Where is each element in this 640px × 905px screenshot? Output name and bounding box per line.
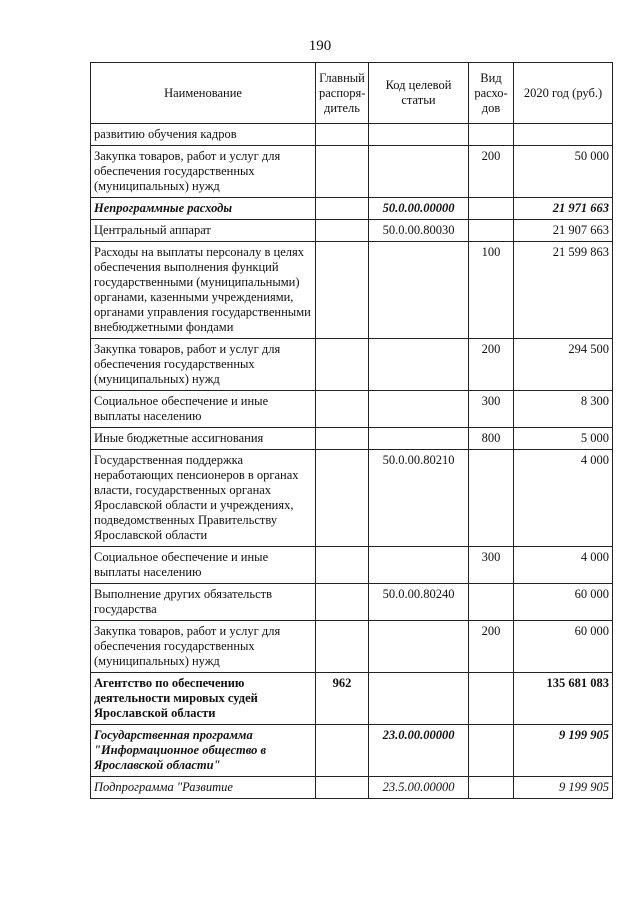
row-type-cell: 200 [469, 146, 514, 198]
row-type-cell: 800 [469, 428, 514, 450]
row-amount-cell: 60 000 [514, 621, 613, 673]
table-row [91, 146, 613, 198]
row-code-cell [369, 124, 469, 146]
row-amount-cell: 5 000 [514, 428, 613, 450]
row-admin-cell [316, 584, 369, 621]
table-row [91, 198, 613, 220]
row-type-cell [469, 220, 514, 242]
row-amount-cell: 4 000 [514, 450, 613, 547]
row-admin-cell [316, 450, 369, 547]
row-amount-cell: 21 907 663 [514, 220, 613, 242]
row-amount-cell: 8 300 [514, 391, 613, 428]
row-code-cell [369, 621, 469, 673]
table-row [91, 391, 613, 428]
table-body [91, 124, 613, 799]
row-type-cell: 200 [469, 339, 514, 391]
row-code-cell [369, 673, 469, 725]
row-admin-cell [316, 391, 369, 428]
row-type-cell [469, 450, 514, 547]
row-admin-cell [316, 339, 369, 391]
row-name-cell: Расходы на выплаты персоналу в целях обеспечения выполнения функций государственными (муниципальными) органами, казенными учреждениями, органами управления государственными внебюджетными фондами [91, 242, 316, 339]
row-name-cell: Закупка товаров, работ и услуг для обеспечения государственных (муниципальных) нужд [91, 146, 316, 198]
row-admin-cell [316, 621, 369, 673]
row-code-cell [369, 242, 469, 339]
row-type-cell [469, 725, 514, 777]
row-admin-cell [316, 146, 369, 198]
budget-table [90, 62, 613, 799]
row-amount-cell: 9 199 905 [514, 777, 613, 799]
row-name-cell: Непрограммные расходы [91, 198, 316, 220]
row-code-cell [369, 391, 469, 428]
row-type-cell: 200 [469, 621, 514, 673]
row-name-cell: Государственная программа "Информационное общество в Ярославской области" [91, 725, 316, 777]
row-type-cell [469, 777, 514, 799]
row-amount-cell: 9 199 905 [514, 725, 613, 777]
table-row [91, 242, 613, 339]
row-code-cell: 50.0.00.80210 [369, 450, 469, 547]
table-row [91, 547, 613, 584]
table-row [91, 621, 613, 673]
row-amount-cell: 60 000 [514, 584, 613, 621]
table-row [91, 725, 613, 777]
header-type: Вид расхо-дов [469, 63, 514, 124]
header-name: Наименование [91, 63, 316, 124]
row-admin-cell: 962 [316, 673, 369, 725]
header-admin: Главный распоря-дитель [316, 63, 369, 124]
row-name-cell: Закупка товаров, работ и услуг для обеспечения государственных (муниципальных) нужд [91, 621, 316, 673]
row-name-cell: Центральный аппарат [91, 220, 316, 242]
table-row [91, 220, 613, 242]
table-row [91, 339, 613, 391]
table-row [91, 777, 613, 799]
row-amount-cell: 21 971 663 [514, 198, 613, 220]
row-type-cell: 300 [469, 547, 514, 584]
row-amount-cell: 294 500 [514, 339, 613, 391]
row-code-cell: 23.5.00.00000 [369, 777, 469, 799]
table-row [91, 584, 613, 621]
row-type-cell: 300 [469, 391, 514, 428]
table-row [91, 428, 613, 450]
row-amount-cell: 4 000 [514, 547, 613, 584]
row-code-cell: 23.0.00.00000 [369, 725, 469, 777]
row-amount-cell: 21 599 863 [514, 242, 613, 339]
row-code-cell [369, 428, 469, 450]
row-name-cell: Агентство по обеспечению деятельности мировых судей Ярославской области [91, 673, 316, 725]
row-type-cell: 100 [469, 242, 514, 339]
row-name-cell: Выполнение других обязательств государства [91, 584, 316, 621]
row-amount-cell: 50 000 [514, 146, 613, 198]
table-row [91, 450, 613, 547]
row-code-cell: 50.0.00.80030 [369, 220, 469, 242]
row-type-cell [469, 584, 514, 621]
row-admin-cell [316, 428, 369, 450]
row-code-cell: 50.0.00.00000 [369, 198, 469, 220]
row-name-cell: Социальное обеспечение и иные выплаты населению [91, 547, 316, 584]
row-code-cell [369, 547, 469, 584]
row-code-cell [369, 339, 469, 391]
row-name-cell: развитию обучения кадров [91, 124, 316, 146]
row-type-cell [469, 673, 514, 725]
row-name-cell: Закупка товаров, работ и услуг для обеспечения государственных (муниципальных) нужд [91, 339, 316, 391]
table-header-row [91, 63, 613, 124]
row-code-cell [369, 146, 469, 198]
table-row [91, 673, 613, 725]
page-number: 190 [308, 38, 332, 54]
row-admin-cell [316, 725, 369, 777]
row-admin-cell [316, 124, 369, 146]
row-amount-cell: 135 681 083 [514, 673, 613, 725]
row-type-cell [469, 124, 514, 146]
row-admin-cell [316, 547, 369, 584]
row-amount-cell [514, 124, 613, 146]
row-admin-cell [316, 777, 369, 799]
header-amount: 2020 год (руб.) [514, 63, 613, 124]
row-admin-cell [316, 198, 369, 220]
row-code-cell: 50.0.00.80240 [369, 584, 469, 621]
row-name-cell: Иные бюджетные ассигнования [91, 428, 316, 450]
table-row [91, 124, 613, 146]
row-name-cell: Социальное обеспечение и иные выплаты населению [91, 391, 316, 428]
row-type-cell [469, 198, 514, 220]
row-admin-cell [316, 220, 369, 242]
row-name-cell: Государственная поддержка неработающих пенсионеров в органах власти, государственных органах Ярославской области и учреждениях, подведомственных Правительству Ярославской области [91, 450, 316, 547]
header-code: Код целевой статьи [369, 63, 469, 124]
row-name-cell: Подпрограмма "Развитие [91, 777, 316, 799]
row-admin-cell [316, 242, 369, 339]
